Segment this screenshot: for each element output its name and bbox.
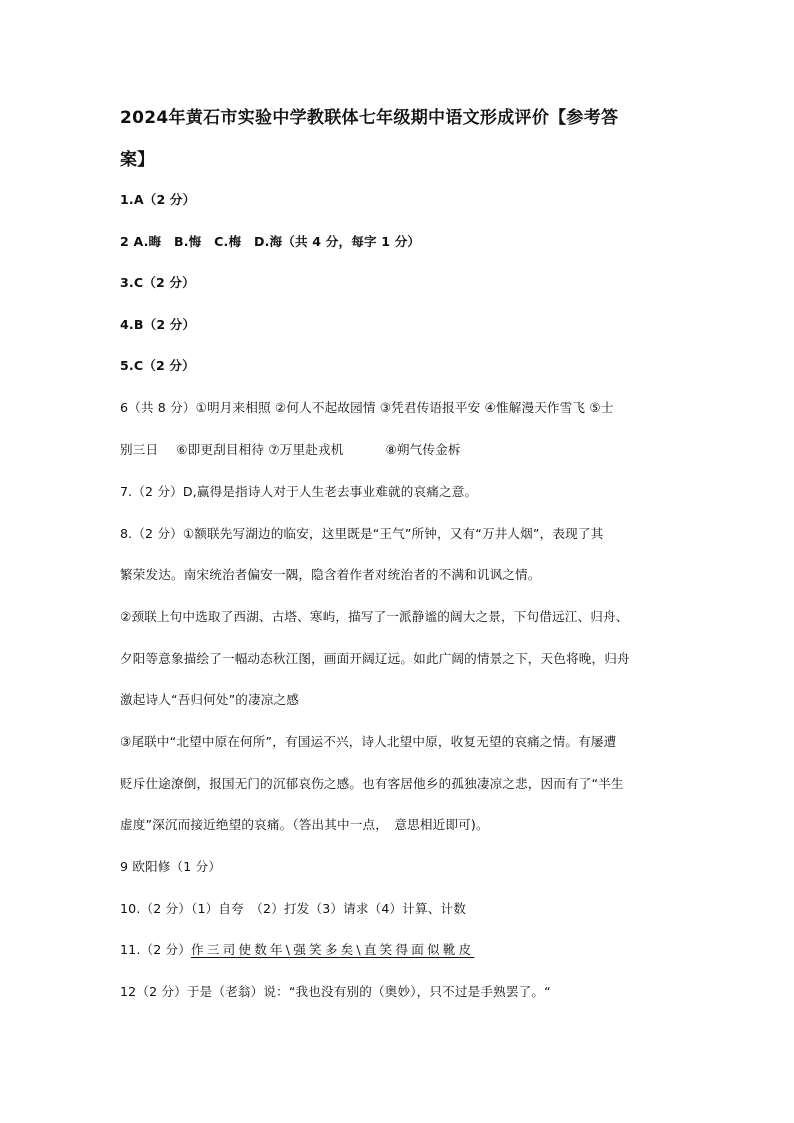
answer-8-line-6: ③尾联中“北望中原在何所”，有国运不兴，诗人北望中原，收复无望的哀痛之情。有屡遭 [120,734,617,749]
answer-12: 12（2 分）于是（老翁）说：“我也没有别的（奥妙），只不过是手熟罢了。“ [120,984,551,999]
answer-8-line-3: ②颈联上句中选取了西湖、古塔、寒屿，描写了一派静谧的阔大之景，下句借远江、归舟、 [120,609,629,624]
answer-6-line-1: 6（共 8 分）①明月来相照 ②何人不起故园情 ③凭君传语报平安 ④惟解漫天作雪飞 ⑤士 [120,400,614,415]
answer-8-line-7: 贬斥仕途潦倒，报国无门的沉郁哀伤之感。也有客居他乡的孤独凄凉之悲，因而有了“半生 [120,776,624,791]
answer-6-line-2-part-3: ⑧朔气传金柝 [385,442,461,457]
answer-10: 10.（2 分）（1）自夸 （2）打发（3）请求（4）计算、计数 [120,901,466,916]
answer-8-line-4: 夕阳等意象描绘了一幅动态秋江图，画面开阔辽远。如此广阔的情景之下，天色将晚，归舟 [120,651,630,666]
answer-8-line-1: 8.（2 分）①额联先写湖边的临安，这里既是“王气”所钟，又有“万井人烟”，表现了其 [120,526,604,541]
document-title-line-2: 案】 [120,150,155,170]
answer-11 [120,941,680,959]
answer-11-prefix: 11.（2 分） [120,942,192,957]
answer-8-line-8: 虚度”深沉而接近绝望的哀痛。（答出其中一点， 意思相近即可)。 [120,817,489,832]
answer-6-line-2-part-1: 别三日 [120,442,159,457]
answer-2: 2 A.晦 B.悔 C.梅 D.海（共 4 分，每字 1 分） [120,234,421,249]
answer-3: 3.C（2 分） [120,275,195,290]
answer-9: 9 欧阳修（1 分） [120,859,222,874]
answer-4: 4.B（2 分） [120,317,196,332]
answer-11-underlined-text: 作三司使数年\强笑多矣\直笑得面似靴皮 [191,942,475,957]
answer-6-line-2 [120,441,680,459]
answer-8-line-2: 繁荣发达。南宋统治者偏安一隅，隐含着作者对统治者的不满和讥讽之情。 [120,567,541,582]
document-title-line-1: 2024年黄石市实验中学教联体七年级期中语文形成评价【参考答 [120,108,619,128]
answer-6-line-2-part-2: ⑥即更刮目相待 ⑦万里赴戎机 [176,442,344,457]
answer-1: 1.A（2 分） [120,192,196,207]
answer-8-line-5: 激起诗人“吾归何处”的凄凉之感 [120,692,300,707]
answer-7: 7.（2 分）D,赢得是指诗人对于人生老去事业难就的哀痛之意。 [120,484,478,499]
answer-5: 5.C（2 分） [120,358,195,373]
